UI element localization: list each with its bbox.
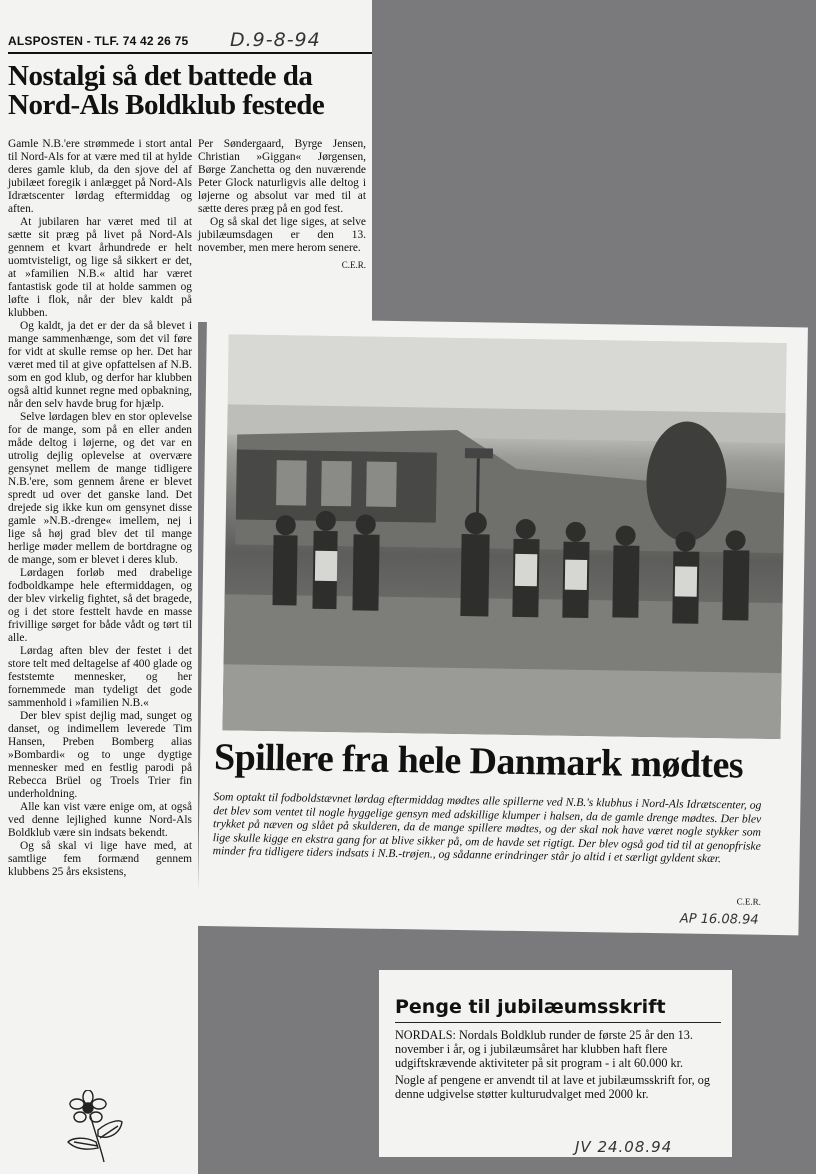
photo-handwritten-date: AP 16.08.94 <box>679 911 759 928</box>
article-signature: C.E.R. <box>341 260 366 270</box>
paragraph: Lørdag aften blev der festet i det store telt med deltagelse af 400 glade og feststemte mennesker, og her fornemmede man tydeligt det gode sammenhold i »familien N.B.« <box>8 645 192 709</box>
photo-clipping <box>197 318 807 935</box>
box-handwritten-date: JV 24.08.94 <box>575 1138 673 1156</box>
paragraph: NORDALS: Nordals Boldklub runder de første 25 år den 13. november i år, og i jubilæumsåret har klubben haft flere udgiftskrævende aktiviteter på sit program - i alt 60.000 kr. <box>395 1028 693 1070</box>
flower-icon <box>60 1090 130 1166</box>
masthead: ALSPOSTEN - TLF. 74 42 26 75 <box>8 34 189 48</box>
photo-headline: Spillere fra hele Danmark mødtes <box>213 736 744 787</box>
team-photo <box>223 334 787 739</box>
photo-caption: Som optakt til fodboldstævnet lørdag eftermiddag mødtes alle spillerne ved N.B.'s klubhus i Nord-Als Idrætscenter, og det blev som ventet til nogle hyggelige gensyn med adskillige klumper i halsen, da de gamle drenge mødtes. Der blev trykket på næven og slået på skulderen, da de mange spillere mødtes, og der skal nok have været nogle stykker som lige skulle kigge en ekstra gang for at blive sikker på, om de havde set rigtigt. Der blev også god tid til at genopfriske minder fra tidligere tiders indsats i N.B.-trøjen., og sådanne erindringer står jo altid i et særligt gyldent skær. <box>212 790 762 866</box>
photo-scene-icon <box>223 334 787 739</box>
paragraph: Nogle af pengene er anvendt til at lave et jubilæumsskrift for, og denne udgivelse støtter kulturudvalget med 2000 kr. <box>395 1073 710 1101</box>
box-rule <box>395 1022 721 1023</box>
article-column-1 <box>8 138 192 879</box>
paragraph: Og kaldt, ja det er der da så blevet i mange sammenhænge, som det vil føre for vidt at skulle remse op her. Det har været med til at give opfattelsen af N.B. som en god klub, og derfor har klubben også altid kunnet regne med opbakning, når den selv havde brug for hjælp. <box>8 320 192 410</box>
headline-line-1: Nostalgi så det battede da <box>8 60 313 92</box>
paragraph: Selve lørdagen blev en stor oplevelse for de mange, som på en eller anden måde deltog i løjerne, og det var en utrolig dejlig oplevelse at overvære gensynet mellem de mange tidligere N.B.'ere, som gennem årene er blevet spredt ud over det ganske land. Det drejede sig ikke kun om gensynet disse gamle »N.B.-drenge« imellem, nej i lige så høj grad blev det til mange herlige møder mellem de bortdragne og de mange, som er blevet i deres klub. <box>8 411 192 566</box>
paragraph: Og så skal det lige siges, at selve jubilæumsdagen er den 13. november, men mere herom senere. <box>198 216 366 254</box>
headline-line-2: Nord-Als Boldklub festede <box>8 89 325 121</box>
article-headline <box>8 62 370 120</box>
box-body <box>395 1028 721 1104</box>
paragraph: At jubilaren har været med til at sætte sit præg på livet på Nord-Als gennem et kvart århundrede er helt uomtvisteligt, og lige så sikkert er det, at »familien N.B.« altid har været fantastisk gode til at holde sammen og løfte i flok, når der blev kaldt på klubben. <box>8 216 192 319</box>
paragraph: Per Søndergaard, Byrge Jensen, Christian »Giggan« Jørgensen, Børge Zanchetta og den nuværende Peter Glock naturligvis alle deltog i løjerne og absolut var med til at sætte deres præg på en god fest. <box>198 138 366 215</box>
handwritten-date: D.9-8-94 <box>230 29 321 51</box>
paragraph: Og så skal vi lige have med, at samtlige fem formænd gennem klubbens 25 års eksistens, <box>8 840 192 878</box>
article-column-2 <box>198 138 366 272</box>
photo-signature: C.E.R. <box>736 896 761 907</box>
paragraph: Alle kan vist være enige om, at også ved denne lejlighed kunne Nord-Als Boldklub være sin indsats bekendt. <box>8 801 192 839</box>
masthead-rule <box>8 52 372 54</box>
paragraph: Gamle N.B.'ere strømmede i stort antal til Nord-Als for at være med til at hylde deres gamle klub, da den sjove del af jubilæet foregik i anlægget på Nord-Als Idrætscenter lørdag eftermiddag og aften. <box>8 138 192 215</box>
box-headline: Penge til jubilæumsskrift <box>395 996 666 1018</box>
paragraph: Lørdagen forløb med drabelige fodboldkampe hele eftermiddagen, og der blev virkelig fightet, så det bragede, og i det store festtelt havde en masse frivillige sørget for både vådt og tørt til alle. <box>8 567 192 644</box>
box-clipping <box>379 970 732 1157</box>
paragraph: Der blev spist dejlig mad, sunget og danset, og indimellem leverede Tim Hansen, Preben Bomberg alias »Bombardi« og to unge dygtige mennesker med en festlig parodi på Rebecca Brüel og Troels Trier fin underholdning. <box>8 710 192 800</box>
